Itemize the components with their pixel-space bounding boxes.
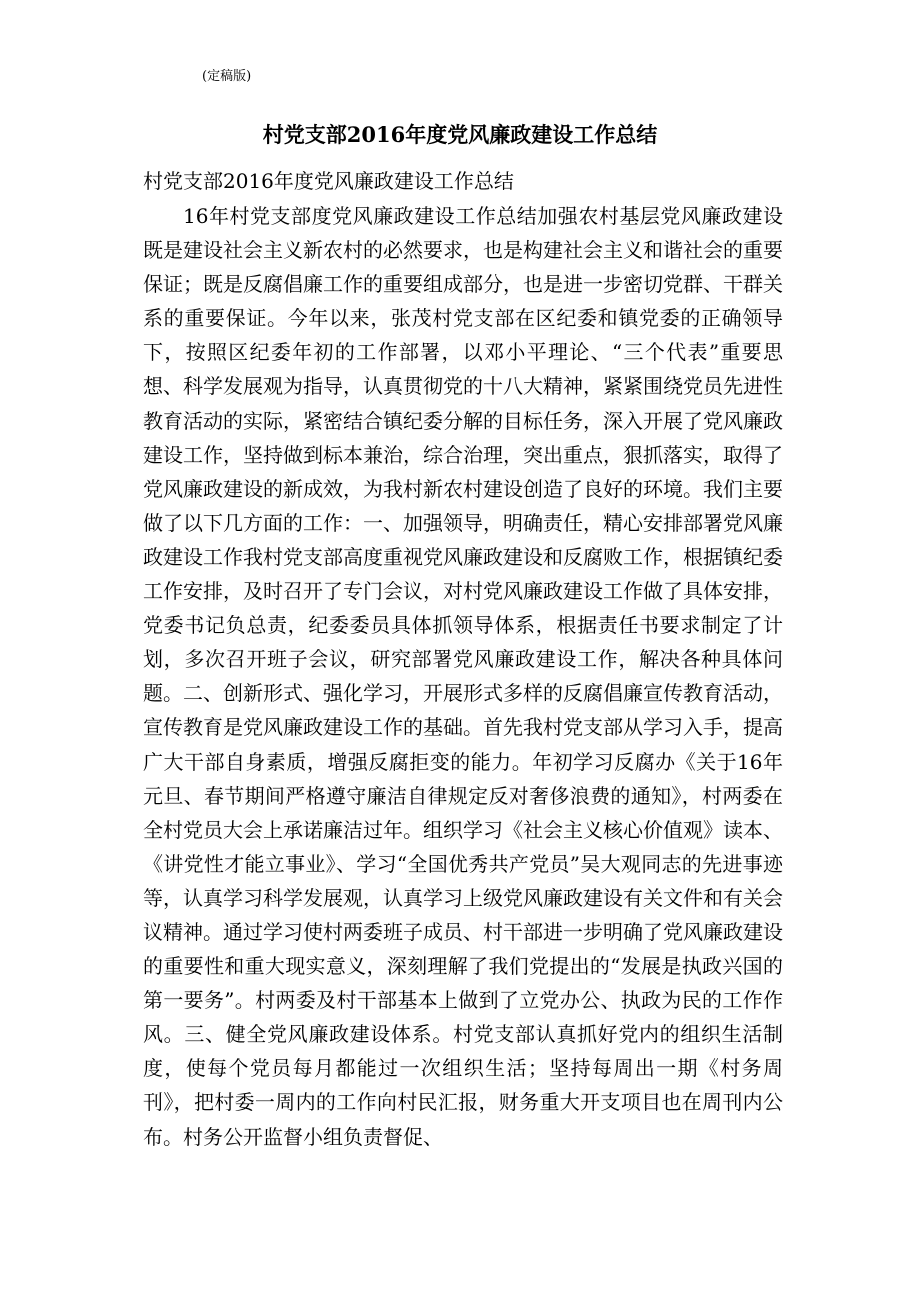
- draft-mark: (定稿版): [202, 69, 252, 84]
- document-subtitle: 村党支部2016年度党风廉政建设工作总结: [143, 169, 514, 193]
- document-title: 村党支部2016年度党风廉政建设工作总结: [262, 122, 658, 147]
- document-body-paragraph: 16年村党支部度党风廉政建设工作总结加强农村基层党风廉政建设既是建设社会主义新农村的必然要求，也是构建社会主义和谐社会的重要保证；既是反腐倡廉工作的重要组成部分，也是进一步密切党群、干群关系的重要保证。今年以来，张茂村党支部在区纪委和镇党委的正确领导下，按照区纪委年初的工作部署，以邓小平理论、“三个代表”重要思想、科学发展观为指导，认真贯彻党的十八大精神，紧紧围绕党员先进性教育活动的实际，紧密结合镇纪委分解的目标任务，深入开展了党风廉政建设工作，坚持做到标本兼治，综合治理，突出重点，狠抓落实，取得了党风廉政建设的新成效，为我村新农村建设创造了良好的环境。我们主要做了以下几方面的工作：一、加强领导，明确责任，精心安排部署党风廉政建设工作我村党支部高度重视党风廉政建设和反腐败工作，根据镇纪委工作安排，及时召开了专门会议，对村党风廉政建设工作做了具体安排，党委书记负总责，纪委委员具体抓领导体系，根据责任书要求制定了计划，多次召开班子会议，研究部署党风廉政建设工作，解决各种具体问题。二、创新形式、强化学习，开展形式多样的反腐倡廉宣传教育活动，宣传教育是党风廉政建设工作的基础。首先我村党支部从学习入手，提高广大干部自身素质，增强反腐拒变的能力。年初学习反腐办《关于16年元旦、春节期间严格遵守廉洁自律规定反对奢侈浪费的通知》，村两委在全村党员大会上承诺廉洁过年。组织学习《社会主义核心价值观》读本、《讲党性才能立事业》、学习“全国优秀共产党员”吴大观同志的先进事迹等，认真学习科学发展观，认真学习上级党风廉政建设有关文件和有关会议精神。通过学习使村两委班子成员、村干部进一步明确了党风廉政建设的重要性和重大现实意义，深刻理解了我们党提出的“发展是执政兴国的第一要务”。村两委及村干部基本上做到了立党办公、执政为民的工作作风。三、健全党风廉政建设体系。村党支部认真抓好党内的组织生活制度，使每个党员每月都能过一次组织生活；坚持每周出一期《村务周刊》，把村委一周内的工作向村民汇报，财务重大开支项目也在周刊内公布。村务公开监督小组负责督促、: [143, 204, 783, 1149]
